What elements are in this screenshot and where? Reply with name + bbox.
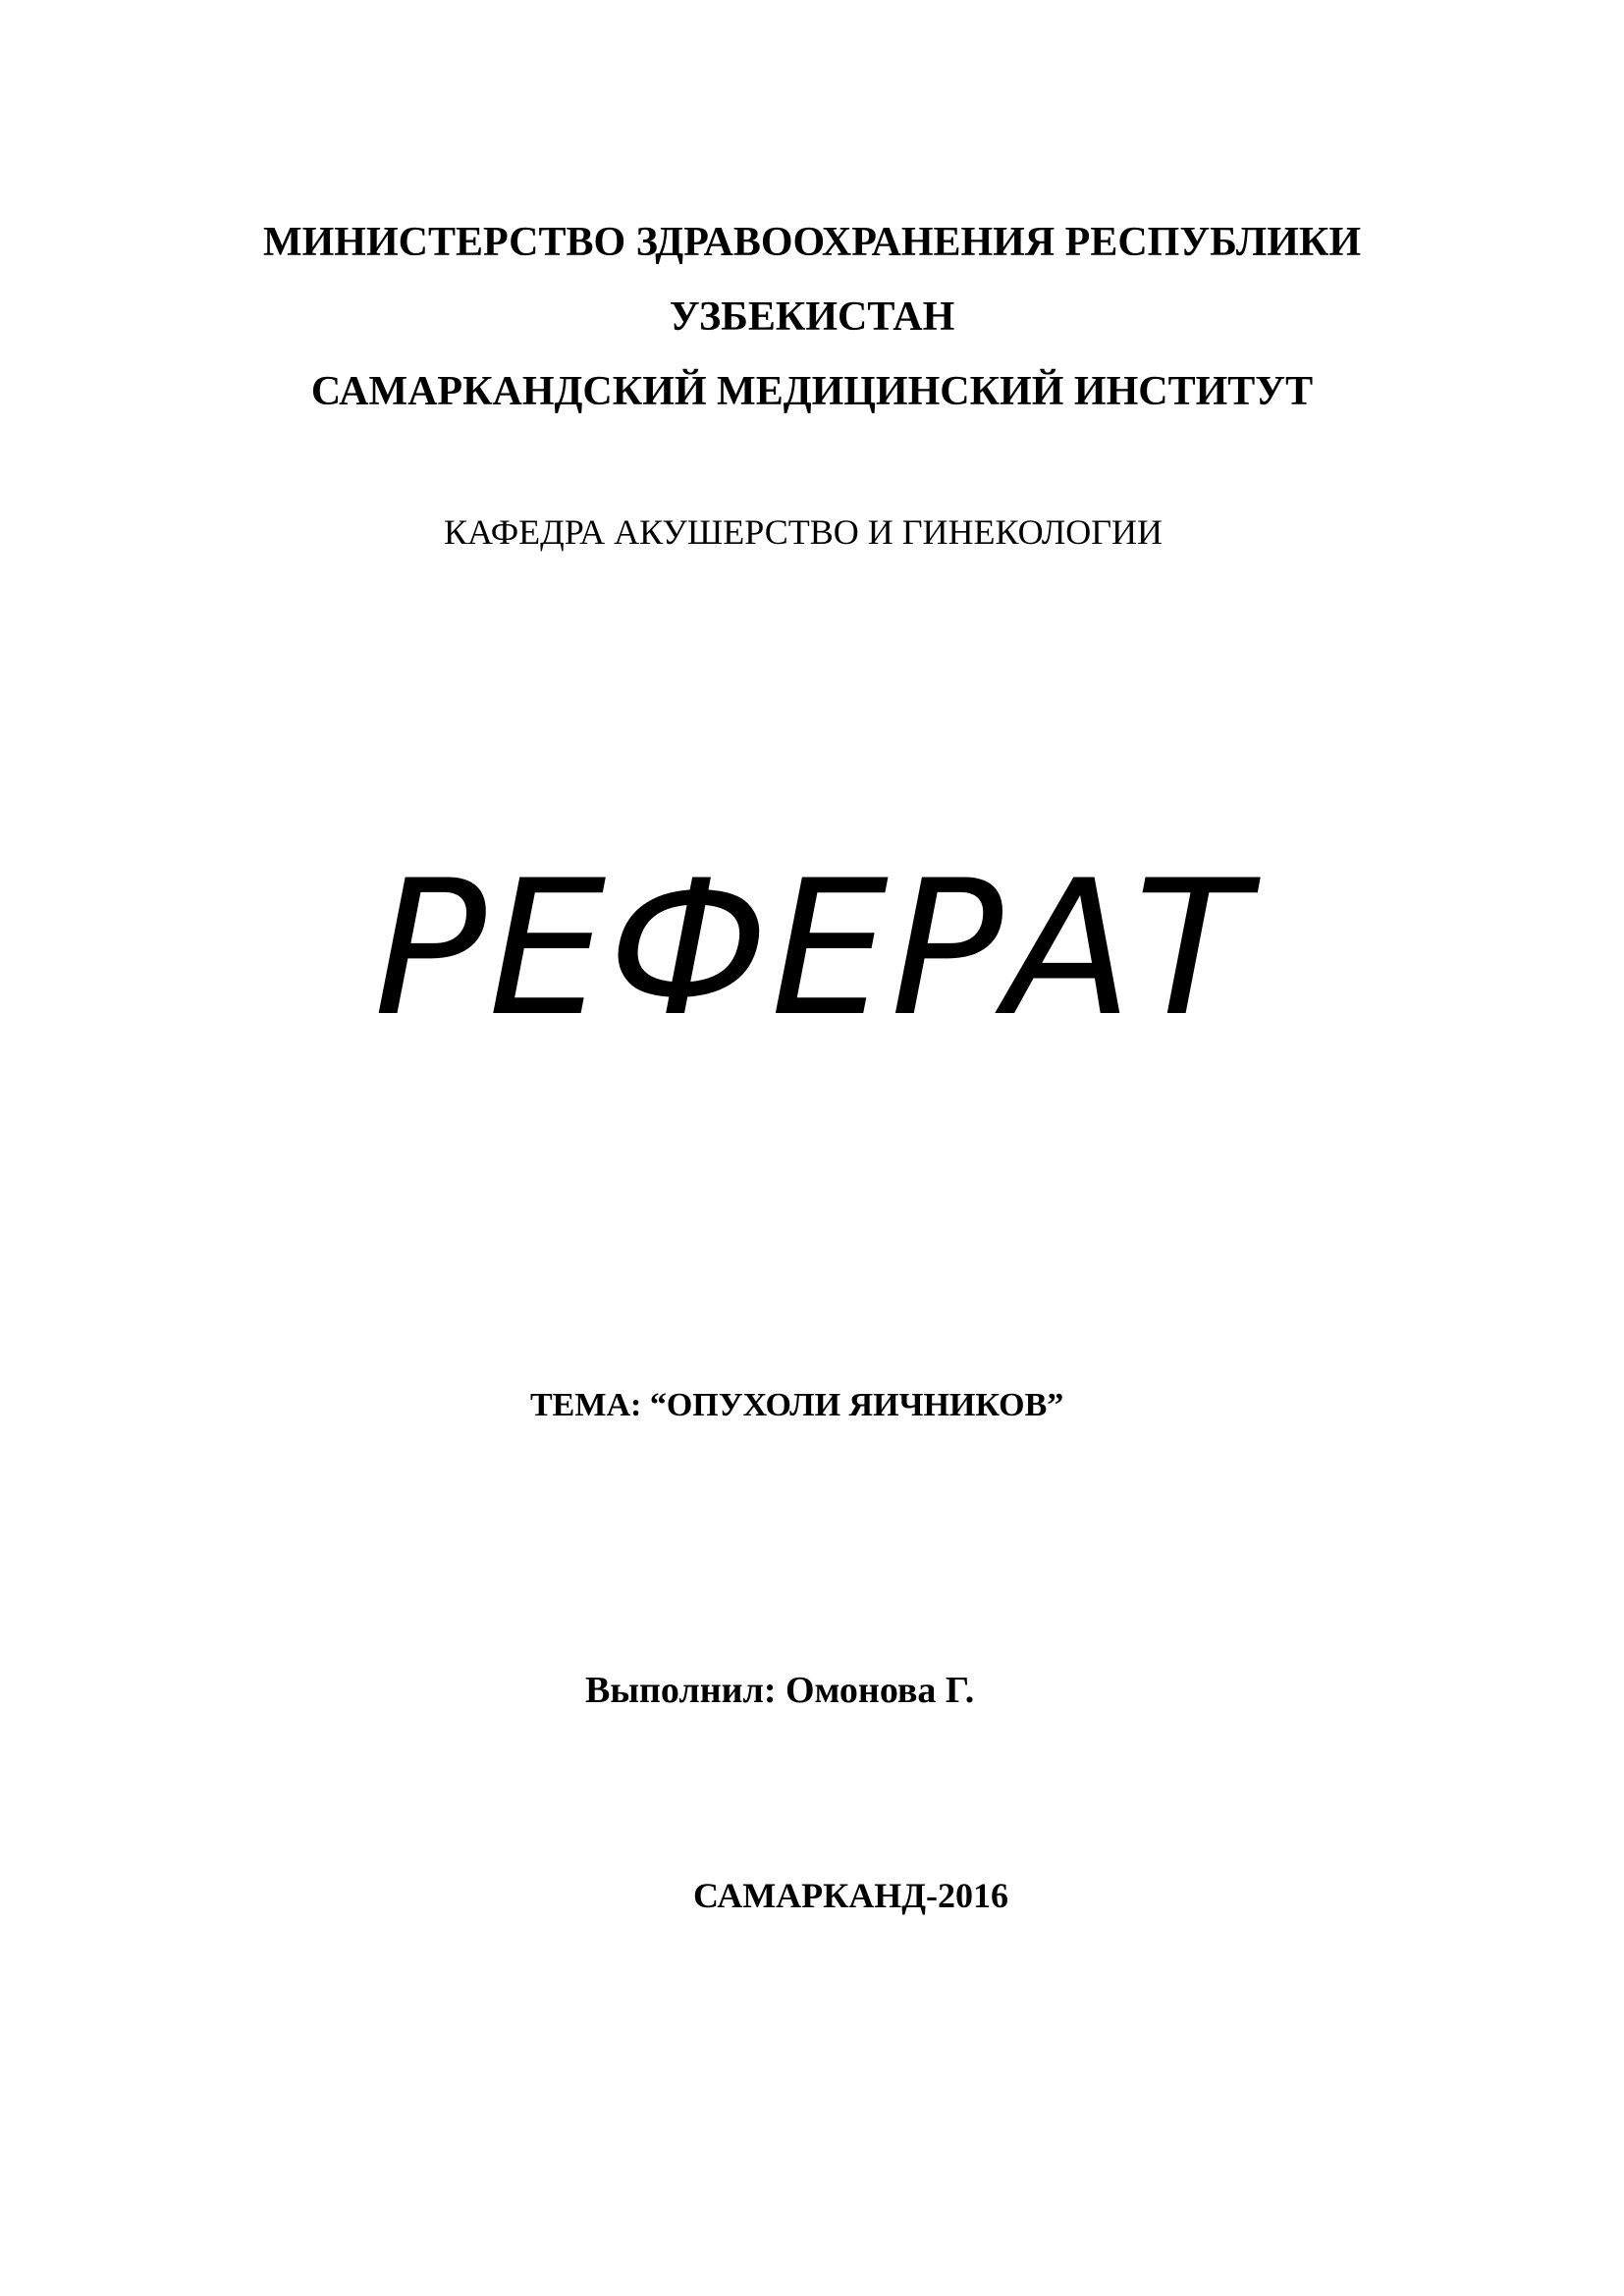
author-line: Выполнил: Омонова Г. (585, 1670, 975, 1711)
institute-title: САМАРКАНДСКИЙ МЕДИЦИНСКИЙ ИНСТИТУТ (310, 369, 1314, 414)
topic-line: ТЕМА: “ОПУХОЛИ ЯИЧНИКОВ” (530, 1387, 1064, 1423)
city-year-line: САМАРКАНД-2016 (693, 1876, 1009, 1915)
document-type-heading: РЕФЕРАТ (373, 840, 1251, 1057)
department-title: КАФЕДРА АКУШЕРСТВО И ГИНЕКОЛОГИИ (444, 512, 1164, 552)
ministry-title-line-1: МИНИСТЕРСТВО ЗДРАВООХРАНЕНИЯ РЕСПУБЛИКИ (263, 220, 1361, 265)
ministry-title-line-2: УЗБЕКИСТАН (669, 294, 955, 340)
